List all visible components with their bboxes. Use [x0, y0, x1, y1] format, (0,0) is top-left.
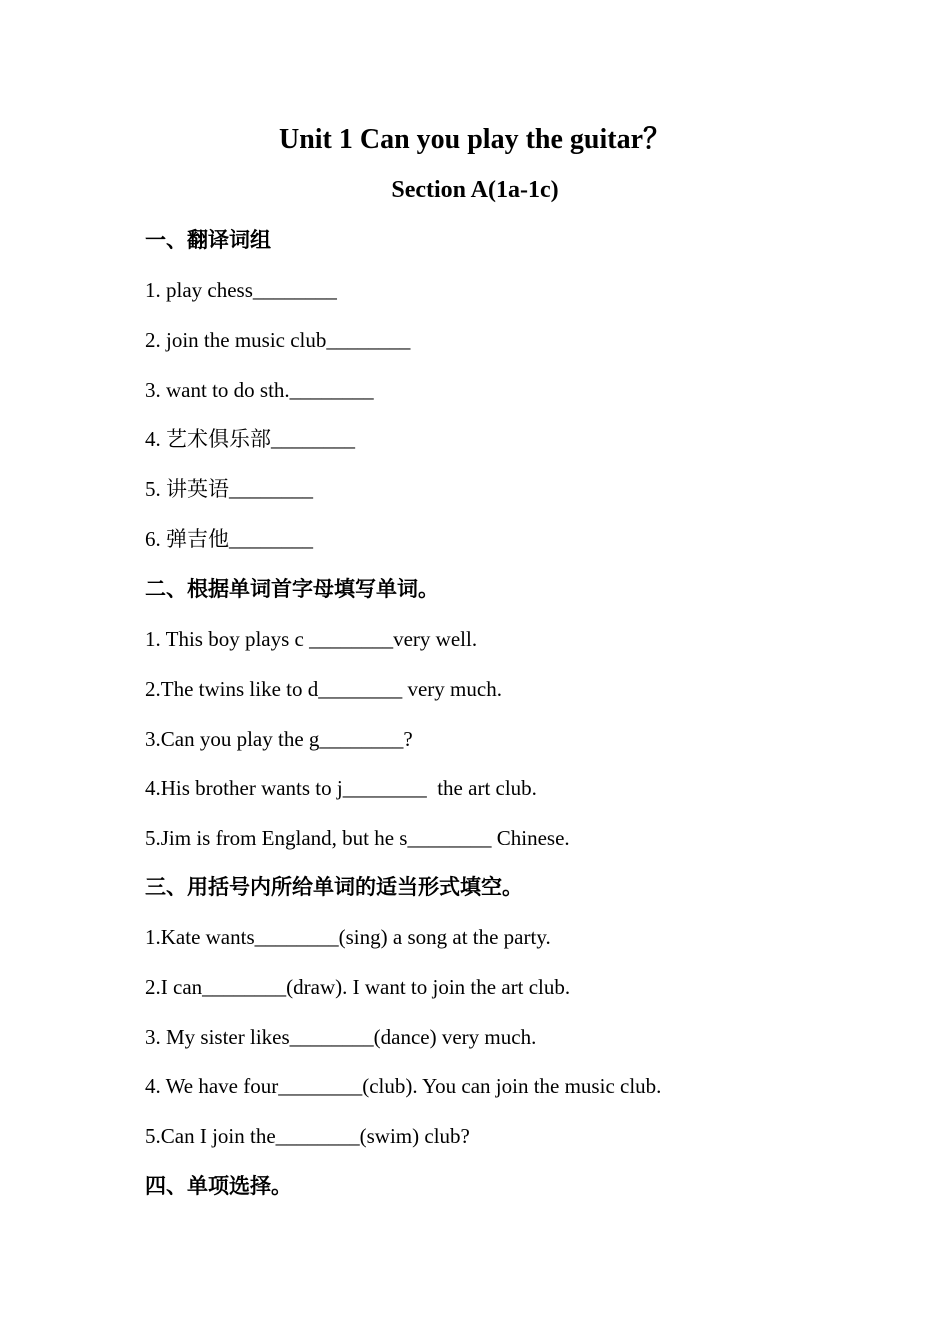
section-2-item-3: 3.Can you play the g________? — [145, 727, 413, 751]
section-3-item-1: 1.Kate wants________(sing) a song at the party. — [145, 925, 551, 949]
section-3-item-5: 5.Can I join the________(swim) club? — [145, 1124, 470, 1148]
section-3-item-2: 2.I can________(draw). I want to join the art club. — [145, 975, 571, 999]
section-1-item-1: 1. play chess________ — [145, 278, 337, 302]
section-heading-2: 二、根据单词首字母填写单词。 — [145, 577, 439, 601]
section-2-item-4: 4.His brother wants to j________ the art club. — [145, 776, 537, 800]
section-2-item-2: 2.The twins like to d________ very much. — [145, 677, 502, 701]
section-1-item-5: 5. 讲英语________ — [145, 477, 313, 501]
section-2-item-5: 5.Jim is from England, but he s________ Chinese. — [145, 826, 570, 850]
section-1-item-6: 6. 弹吉他________ — [145, 527, 313, 551]
section-1-item-3: 3. want to do sth.________ — [145, 378, 374, 402]
page-subtitle: Section A(1a-1c) — [391, 177, 559, 203]
section-3-item-4: 4. We have four________(club). You can join the music club. — [145, 1074, 662, 1098]
section-2-item-1: 1. This boy plays c ________very well. — [145, 627, 478, 651]
page-title: Unit 1 Can you play the guitar？ — [278, 124, 672, 155]
section-1-item-4: 4. 艺术俱乐部________ — [145, 427, 355, 451]
section-3-item-3: 3. My sister likes________(dance) very much. — [145, 1025, 537, 1049]
section-heading-3: 三、用括号内所给单词的适当形式填空。 — [145, 875, 523, 899]
section-1-item-2: 2. join the music club________ — [145, 328, 411, 352]
section-heading-4: 四、单项选择。 — [145, 1174, 292, 1198]
section-heading-1: 一、翻译词组 — [145, 228, 271, 252]
